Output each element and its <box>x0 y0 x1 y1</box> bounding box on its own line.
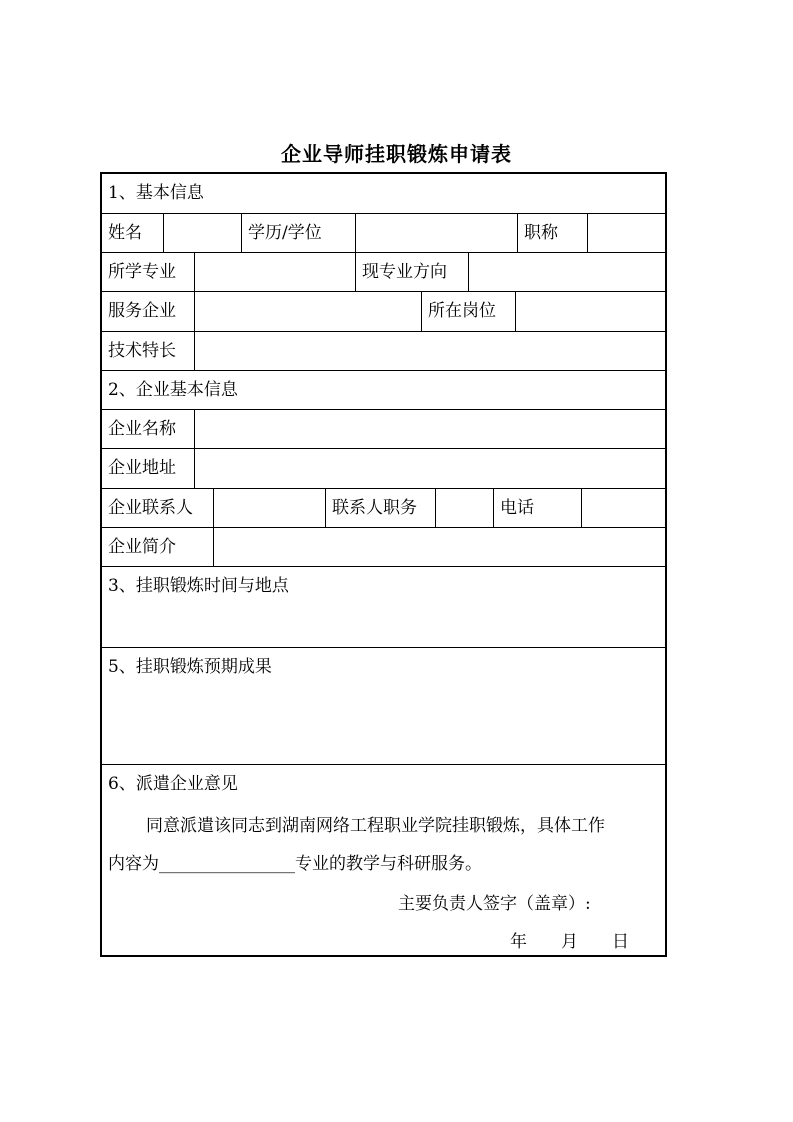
contact-label: 企业联系人 <box>102 489 214 527</box>
company-intro-row <box>102 528 665 567</box>
form-title: 企业导师挂职锻炼申请表 <box>281 142 512 166</box>
signature-label: 主要负责人签字（盖章）: <box>398 894 591 914</box>
section-company-info-row <box>102 371 665 410</box>
degree-label: 学历/学位 <box>242 214 356 252</box>
section-company-info-label: 2、企业基本信息 <box>108 380 238 400</box>
major-field[interactable] <box>195 253 356 291</box>
section-expected-results-label: 5、挂职锻炼预期成果 <box>108 657 272 677</box>
position-label: 所在岗位 <box>422 292 516 331</box>
major-label: 所学专业 <box>102 253 195 291</box>
name-label: 姓名 <box>102 214 164 252</box>
contact-title-field[interactable] <box>436 489 494 527</box>
skill-row <box>102 332 665 371</box>
company-address-row <box>102 449 665 489</box>
company-intro-label: 企业简介 <box>102 528 214 566</box>
name-row <box>102 214 665 253</box>
title-field[interactable] <box>588 214 665 252</box>
section-company-opinion-row <box>102 765 665 955</box>
company-intro-field[interactable] <box>214 528 665 566</box>
application-form <box>100 172 667 957</box>
opinion-line-2: 内容为________________专业的教学与科研服务。 <box>108 854 482 874</box>
section-expected-results-row[interactable] <box>102 648 665 765</box>
phone-field[interactable] <box>582 489 665 527</box>
skill-field[interactable] <box>195 332 665 370</box>
opinion-line-1: 同意派遣该同志到湖南网络工程职业学院挂职锻炼，具体工作 <box>146 816 605 836</box>
service-company-label: 服务企业 <box>102 292 195 331</box>
major-row <box>102 253 665 292</box>
section-time-place-label: 3、挂职锻炼时间与地点 <box>108 576 289 596</box>
company-address-field[interactable] <box>195 449 665 488</box>
service-company-row <box>102 292 665 332</box>
contact-field[interactable] <box>214 489 326 527</box>
contact-title-label: 联系人职务 <box>326 489 436 527</box>
company-name-field[interactable] <box>195 410 665 448</box>
title-label: 职称 <box>518 214 588 252</box>
section-company-opinion-label: 6、派遣企业意见 <box>108 774 238 794</box>
degree-field[interactable] <box>356 214 518 252</box>
section-basic-info-label: 1、基本信息 <box>108 183 204 203</box>
company-name-row <box>102 410 665 449</box>
section-time-place-row[interactable] <box>102 567 665 648</box>
phone-label: 电话 <box>494 489 582 527</box>
company-name-label: 企业名称 <box>102 410 195 448</box>
section-basic-info-row <box>102 174 665 214</box>
contact-row <box>102 489 665 528</box>
service-company-field[interactable] <box>195 292 422 331</box>
skill-label: 技术特长 <box>102 332 195 370</box>
company-address-label: 企业地址 <box>102 449 195 488</box>
position-field[interactable] <box>516 292 665 331</box>
current-major-field[interactable] <box>469 253 665 291</box>
current-major-label: 现专业方向 <box>356 253 469 291</box>
name-field[interactable] <box>164 214 242 252</box>
date-label: 年 月 日 <box>510 932 629 952</box>
